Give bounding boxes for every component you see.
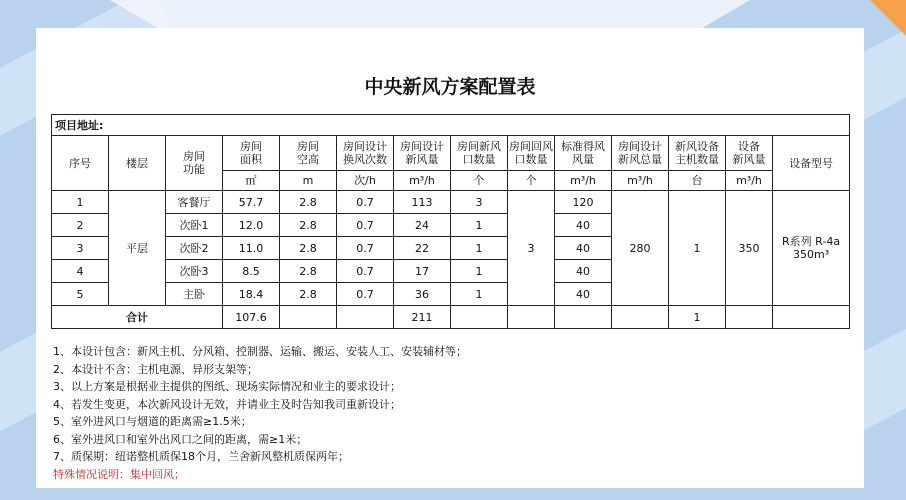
cell-seq: 2	[52, 214, 109, 237]
header-inlet-count: 房间新风 口数量	[451, 136, 508, 171]
unit-cell: 次/h	[337, 171, 394, 191]
unit-cell: m	[280, 171, 337, 191]
cell-equip-air: 350	[726, 191, 773, 306]
cell-area: 11.0	[223, 237, 280, 260]
cell-room: 次卧2	[166, 237, 223, 260]
empty-cell	[508, 306, 555, 329]
table-row	[52, 191, 850, 214]
note-item: 7、质保期：纽诺整机质保18个月，兰舍新风整机质保两年；	[53, 450, 349, 463]
cell-std-air: 40	[555, 214, 612, 237]
cell-std-air: 40	[555, 237, 612, 260]
unit-cell: m³/h	[726, 171, 773, 191]
cell-floor: 平层	[109, 191, 166, 306]
header-area: 房间 面积	[223, 136, 280, 171]
document-sheet	[36, 28, 864, 488]
cell-area: 57.7	[223, 191, 280, 214]
empty-cell	[555, 306, 612, 329]
empty-cell	[773, 306, 850, 329]
header-equip-air: 设备 新风量	[726, 136, 773, 171]
cell-ach: 0.7	[337, 214, 394, 237]
cell-inlets: 3	[451, 191, 508, 214]
cell-model: R系列 R-4a 350m³	[773, 191, 850, 306]
configuration-table	[51, 114, 850, 329]
note-item: 3、以上方案是根据业主提供的图纸、现场实际情况和业主的要求设计；	[53, 380, 401, 393]
cell-room: 客餐厅	[166, 191, 223, 214]
notes-section	[53, 343, 853, 483]
unit-cell: 个	[451, 171, 508, 191]
unit-cell: 台	[669, 171, 726, 191]
header-unit-count: 新风设备 主机数量	[669, 136, 726, 171]
header-height: 房间 空高	[280, 136, 337, 171]
cell-seq: 4	[52, 260, 109, 283]
header-fresh-air: 房间设计 新风量	[394, 136, 451, 171]
header-seq: 序号	[52, 136, 109, 191]
cell-total-air: 280	[612, 191, 669, 306]
cell-height: 2.8	[280, 283, 337, 306]
cell-air: 113	[394, 191, 451, 214]
cell-seq: 1	[52, 191, 109, 214]
header-model: 设备型号	[773, 136, 850, 191]
note-item: 5、室外进风口与烟道的距离需≥1.5米；	[53, 415, 252, 428]
unit-cell: m³/h	[555, 171, 612, 191]
cell-height: 2.8	[280, 237, 337, 260]
header-return-count: 房间回风 口数量	[508, 136, 555, 171]
total-area: 107.6	[223, 306, 280, 329]
note-item: 2、本设计不含：主机电源、异形支架等；	[53, 362, 258, 376]
cell-std-air: 120	[555, 191, 612, 214]
cell-air: 24	[394, 214, 451, 237]
unit-cell: m³/h	[612, 171, 669, 191]
cell-inlets: 1	[451, 260, 508, 283]
header-ach: 房间设计 换风次数	[337, 136, 394, 171]
unit-cell: 个	[508, 171, 555, 191]
cell-inlets: 1	[451, 237, 508, 260]
special-note: 特殊情况说明：集中回风；	[53, 467, 185, 481]
empty-cell	[451, 306, 508, 329]
cell-height: 2.8	[280, 214, 337, 237]
cell-room: 主卧	[166, 283, 223, 306]
cell-air: 22	[394, 237, 451, 260]
cell-std-air: 40	[555, 283, 612, 306]
cell-room: 次卧3	[166, 260, 223, 283]
cell-area: 8.5	[223, 260, 280, 283]
cell-height: 2.8	[280, 260, 337, 283]
project-address-label: 项目地址:	[52, 115, 850, 136]
cell-seq: 5	[52, 283, 109, 306]
empty-cell	[612, 306, 669, 329]
header-function: 房间 功能	[166, 136, 223, 191]
cell-ach: 0.7	[337, 191, 394, 214]
header-std-air: 标准得风 风量	[555, 136, 612, 171]
cell-inlets: 1	[451, 214, 508, 237]
note-item: 1、本设计包含：新风主机、分风箱、控制器、运输、搬运、安装人工、安装辅材等；	[53, 345, 467, 358]
cell-area: 12.0	[223, 214, 280, 237]
note-item: 4、若发生变更，本次新风设计无效，并请业主及时告知我司重新设计；	[53, 397, 401, 411]
cell-air: 17	[394, 260, 451, 283]
unit-cell: m³/h	[394, 171, 451, 191]
total-air: 211	[394, 306, 451, 329]
cell-unit-qty: 1	[669, 191, 726, 306]
header-floor: 楼层	[109, 136, 166, 191]
cell-ach: 0.7	[337, 237, 394, 260]
background-top-panel	[110, 0, 750, 30]
cell-std-air: 40	[555, 260, 612, 283]
total-units: 1	[669, 306, 726, 329]
empty-cell	[726, 306, 773, 329]
cell-area: 18.4	[223, 283, 280, 306]
cell-inlets: 1	[451, 283, 508, 306]
header-total-air: 房间设计 新风总量	[612, 136, 669, 171]
total-row	[52, 306, 850, 329]
cell-seq: 3	[52, 237, 109, 260]
cell-return-total: 3	[508, 191, 555, 306]
cell-room: 次卧1	[166, 214, 223, 237]
cell-height: 2.8	[280, 191, 337, 214]
cell-ach: 0.7	[337, 283, 394, 306]
note-item: 6、室外进风口和室外出风口之间的距离，需≥1米；	[53, 432, 308, 446]
empty-cell	[280, 306, 337, 329]
cell-ach: 0.7	[337, 260, 394, 283]
unit-cell: ㎡	[223, 171, 280, 191]
cell-air: 36	[394, 283, 451, 306]
empty-cell	[337, 306, 394, 329]
page-title: 中央新风方案配置表	[364, 76, 536, 98]
total-label: 合计	[52, 306, 223, 329]
